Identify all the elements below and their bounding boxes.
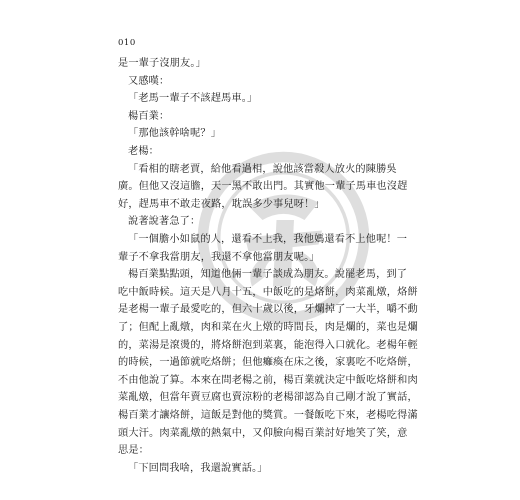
text-line: 楊百業點點頭，知道他倆一輩子談成為朋友。說罷老馬，到了 [128,269,408,281]
text-line: 菜亂燉，但當年賣豆腐也賣涼粉的老楊卻認為自己剛才說了實話， [118,392,418,404]
text-line: 輩子不拿我當朋友，我還不拿他當朋友呢。」 [118,251,320,263]
text-line: 說著說著急了： [128,216,201,228]
text-line: 廣。但他又沒這膽，天一黑不敢出門。其實他一輩子馬車也沒趕 [118,181,408,193]
text-line: 老楊： [128,146,160,157]
text-line: 吃中飯時候。這天是八月十五，中飯吃的是烙餅，肉菜亂燉，烙餅 [118,286,418,298]
text-line: 頭大汗。肉菜亂燉的熱氣中，又仰臉向楊百業討好地笑了笑，意 [118,427,408,439]
text-line: 好，趕馬車不敢走夜路，耽誤多少事兒呀！」 [118,198,325,210]
page-number: 010 [118,38,136,48]
text-line: 「那他該幹啥呢？」 [128,128,222,140]
text-line: 楊百業才讓烙餅，這飯是對他的獎賞。一餐飯吃下來，老楊吃得滿 [118,410,418,421]
text-line: 不由他說了算。本來在問老楊之前，楊百業就決定中飯吃烙餅和肉 [118,374,418,386]
text-line: 「一個膽小如鼠的人，還看不上我，我他媽還看不上他呢！一 [128,234,408,245]
text-line: 了；但配上亂燉，肉和菜在火上燉的時間長，肉是爛的，菜也是爛 [118,322,418,333]
text-line: 的，菜湯是滾燙的，將烙餅泡到菜裏，能泡得入口就化。老楊年輕 [118,339,418,351]
text-line: 「老馬一輩子不該趕馬車。」 [128,93,258,105]
text-line: 楊百業： [128,110,170,122]
text-line: 是老楊一輩子最愛吃的，但六十歲以後，牙爛掉了一大半，嚼不動 [118,304,418,316]
text-line: 思是： [118,445,150,457]
text-line: 「下回問我啥，我還說實話。」 [128,462,268,474]
text-line: 「看相的瞎老賈，給他看過相，說他該當殺人放火的陳勝吳 [128,163,397,175]
text-line: 是一輩子沒朋友。」 [118,58,206,69]
text-line: 的時候，一過節就吃烙餅；但他癱瘓在床之後，家裏吃不吃烙餅， [118,357,418,369]
text-line: 又感嘆： [128,75,170,87]
